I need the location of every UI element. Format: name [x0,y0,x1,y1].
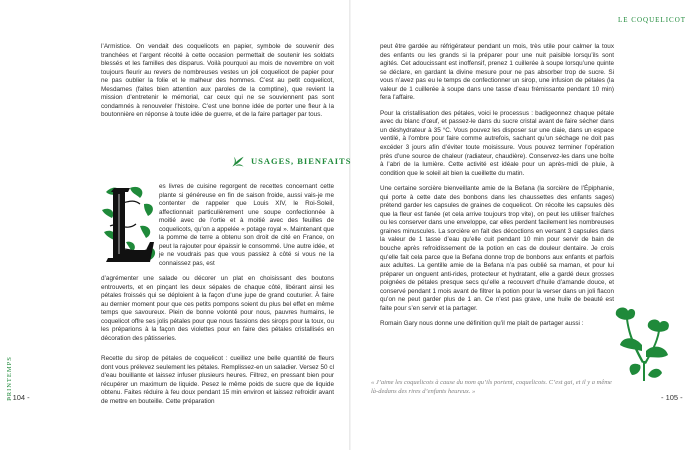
page-number-left: - 104 - [8,393,30,402]
romain-gary-quote: « J’aime les coquelicots à cause du nom qu’ils portent, coquelicots. C’est gai, et il y a même là-dedans des rires d’enfants heureux. » [371,379,612,395]
left-body-paragraph-3: Recette du sirop de pétales de coquelicot : cueillez une belle quantité de fleurs dont vous prélevez seulement les pétales. Remplissez-en un saladier. Versez 50 cl d’eau bouillante et laissez infuser plusieurs heures. Filtrez, en pressant bien pour récupérer un maximum de liquide. Pesez le même poids de sucre que de liquide obtenu. Faites réduire à feu doux pendant 15 min environ et laissez refroidir avant de mettre en bouteille. Cette préparation [101,355,334,405]
left-intro-paragraph: l’Armistice. On vendait des coquelicots en papier, symbole de souvenir des tranchées et l’argent récolté à cette occasion permettait de soutenir les soldats blessés et les familles des disparus. Voilà pourquoi au mois de novembre on voit toujours fleurir au revers de nombreuses vestes un joli coquelicot de papier pour ne pas oublier la folie et le malheur des hommes. C’est au petit coquelicot, Mesdames (faites bien attention aux paroles de la comptine), que revient la mission d’entretenir le mémorial, car ceux qui ne se souviennent pas sont condamnés à renouveler l’histoire. C’est une bonne idée de porter une fleur à la boutonnière en réponse à toute idée de guerre, et de la faire partager par tous. [101,43,334,119]
book-gutter [349,0,351,450]
drop-cap-letter [100,182,158,268]
right-paragraph-4: Romain Gary nous donne une définition qu’il me plaît de partager aussi : [380,320,584,328]
right-text-column [380,43,614,329]
section-heading [231,154,351,168]
running-title: LE COQUELICOT [618,16,687,24]
poppy-illustration-icon [612,305,676,383]
section-title: USAGES, BIENFAITS [251,156,352,166]
season-label: PRINTEMPS [5,355,13,401]
left-body-paragraph-2: d’agrémenter une salade ou décorer un plat en choisissant des boutons entrouverts, et en pinçant les deux sépales de chaque côté, libérant ainsi les pétales froissés qui se déploient à la façon d’une jupe de grand couturier. À faire au dernier moment pour que ces petits pompons soient du plus bel effet en même temps que savoureux. Plein de bonne volonté pour nous, pauvres humains, le coquelicot offre ses jolis pétales pour que nous fassions des sirops pour la toux, ou les préparions à la façon des violettes pour en faire des pétales cristallisés en décoration des pâtisseries. [101,275,334,342]
leaf-ornament-icon [231,154,245,168]
left-body-paragraph-1: es livres de cuisine regorgent de recettes concernant cette plante si généreuse en fin de saison froide, aussi vais-je me contenter de rappeler que Louis XIV, le Roi-Soleil, affectionnait particulièrement une soupe confectionnée à moitié avec de l’ortie et à moitié avec des feuilles de coquelicots, qu’on a appelée « potage royal ». Maintenant que la pomme de terre a obtenu son droit de cité en France, on peut la rajouter pour épaissir le consommé. Une autre idée, et je ne voudrais pas que vous passiez à côté si vous ne la connaissez pas, est [159,183,334,267]
right-paragraph-2: Pour la cristallisation des pétales, voici le processus : badigeonnez chaque pétale avec du blanc d’œuf, et passez-le dans du sucre cristal avant de faire sécher dans un déshydrateur à 35 °C. Vous pouvez les disposer sur une claie, dans un espace ventilé, à l’ombre pour faire comme autrefois, sachant qu’un séchage ne doit pas excéder 3 jours afin d’éviter toute moisissure. Vous pouvez terminer l’opération près d’une source de chaleur (radiateur, chaudière). Conservez-les dans une boîte à l’abri de la lumière. Cette activité est idéale pour un après-midi de pluie, à condition que le soleil ait bien la cueillette du matin. [380,109,614,177]
right-paragraph-1: peut être gardée au réfrigérateur pendant un mois, très utile pour calmer la toux des enfants ou les grands si la préparer pour une nuit paisible lorsqu’ils sont agités. Cet adoucissant est inoffensif, prenez 1 cuillerée à soupe lorsqu’une quinte se déclare, en gardant la divine mesure pour ne pas absorber trop de sucre. Si vous n’avez pas eu le temps de confectionner un sirop, une infusion de pétales (la valeur de 1 cuillerée à soupe dans une tasse d’eau frémissante pendant 10 min) fera l’affaire. [380,43,614,102]
page-number-right: - 105 - [661,393,683,402]
right-paragraph-3: Une certaine sorcière bienveillante amie de la Befana (la sorcière de l’Épiphanie, qui porte à cette date des bonbons dans les chaussettes des enfants sages) prétend garder les capsules de graines de coquelicot. On récolte les capsules dès que la fleur est fanée (et cela arrive toujours trop vite), on peut les utiliser fraîches ou les conserver dans une enveloppe, car elles perdent facilement les nombreuses graines minuscules. La sorcière en fait des décoctions en versant 3 capsules dans la valeur de 1 tasse d’eau qu’elle cuit pendant 10 min pour servir de bain de bouche après refroidissement de la potion en cas de douleur dentaire. Je crois qu’elle fait cela parce que la Befana donne trop de bonbons aux enfants et parfois aux adultes. La gentille amie de la Befana n’a pas oublié sa maman, et pour lui préparer un onguent anti-rides, protecteur et hydratant, elle a gardé deux grosses poignées de pétales presque secs qu’elle a recouvert d’huile d’amande douce, et conservé pendant 1 mois avant de filtrer la potion pour la verser dans un joli flacon qu’on ne peut garder plus de 1 an. Ce n’est pas grave, une huile de beauté est faite pour s’en servir et la partager. [380,185,614,312]
